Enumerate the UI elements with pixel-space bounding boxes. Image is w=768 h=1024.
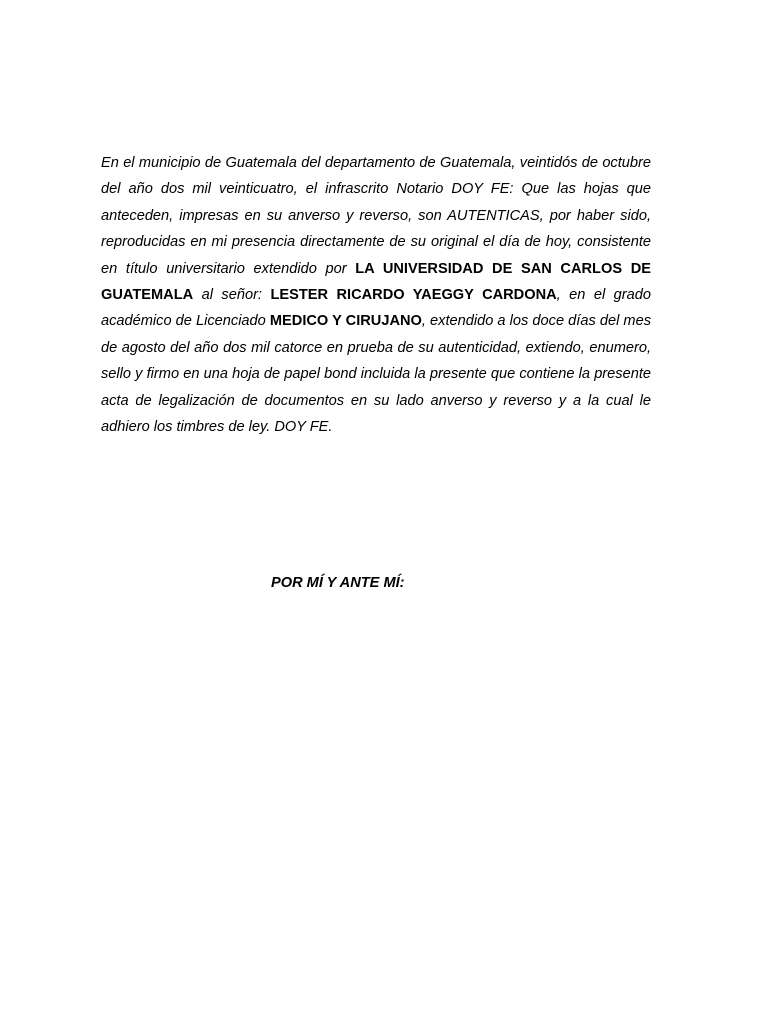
- legalization-paragraph: [101, 150, 651, 440]
- paragraph-text: , en el grado académico de Licenciado: [101, 287, 651, 330]
- paragraph-text: En el municipio de Guatemala del departamento de Guatemala, veintidós de octubre del año dos mil veinticuatro, el infrascrito Notario DOY FE: Que las hojas que anteceden, impresas en su anverso y reverso, son AUTENTICAS, por haber sido, reproducidas en mi presencia directamente de su original el día de hoy, consistente en título universitario extendido por: [101, 155, 651, 277]
- paragraph-text: al señor:: [193, 287, 271, 304]
- degree-name: MEDICO Y CIRUJANO: [269, 313, 422, 330]
- university-name: LA UNIVERSIDAD DE SAN CARLOS DE GUATEMALA: [101, 260, 651, 304]
- signature-heading: POR MÍ Y ANTE MÍ:: [271, 575, 405, 591]
- paragraph-text: , extendido a los doce días del mes de agosto del año dos mil catorce en prueba de su autenticidad, extiendo, enumero, sello y firmo en una hoja de papel bond incluida la presente que contiene la presente acta de legalización de documentos en su lado anverso y reverso y a la cual le adhiero los timbres de ley. DOY FE.: [101, 313, 651, 436]
- graduate-name: LESTER RICARDO YAEGGY CARDONA: [270, 287, 557, 304]
